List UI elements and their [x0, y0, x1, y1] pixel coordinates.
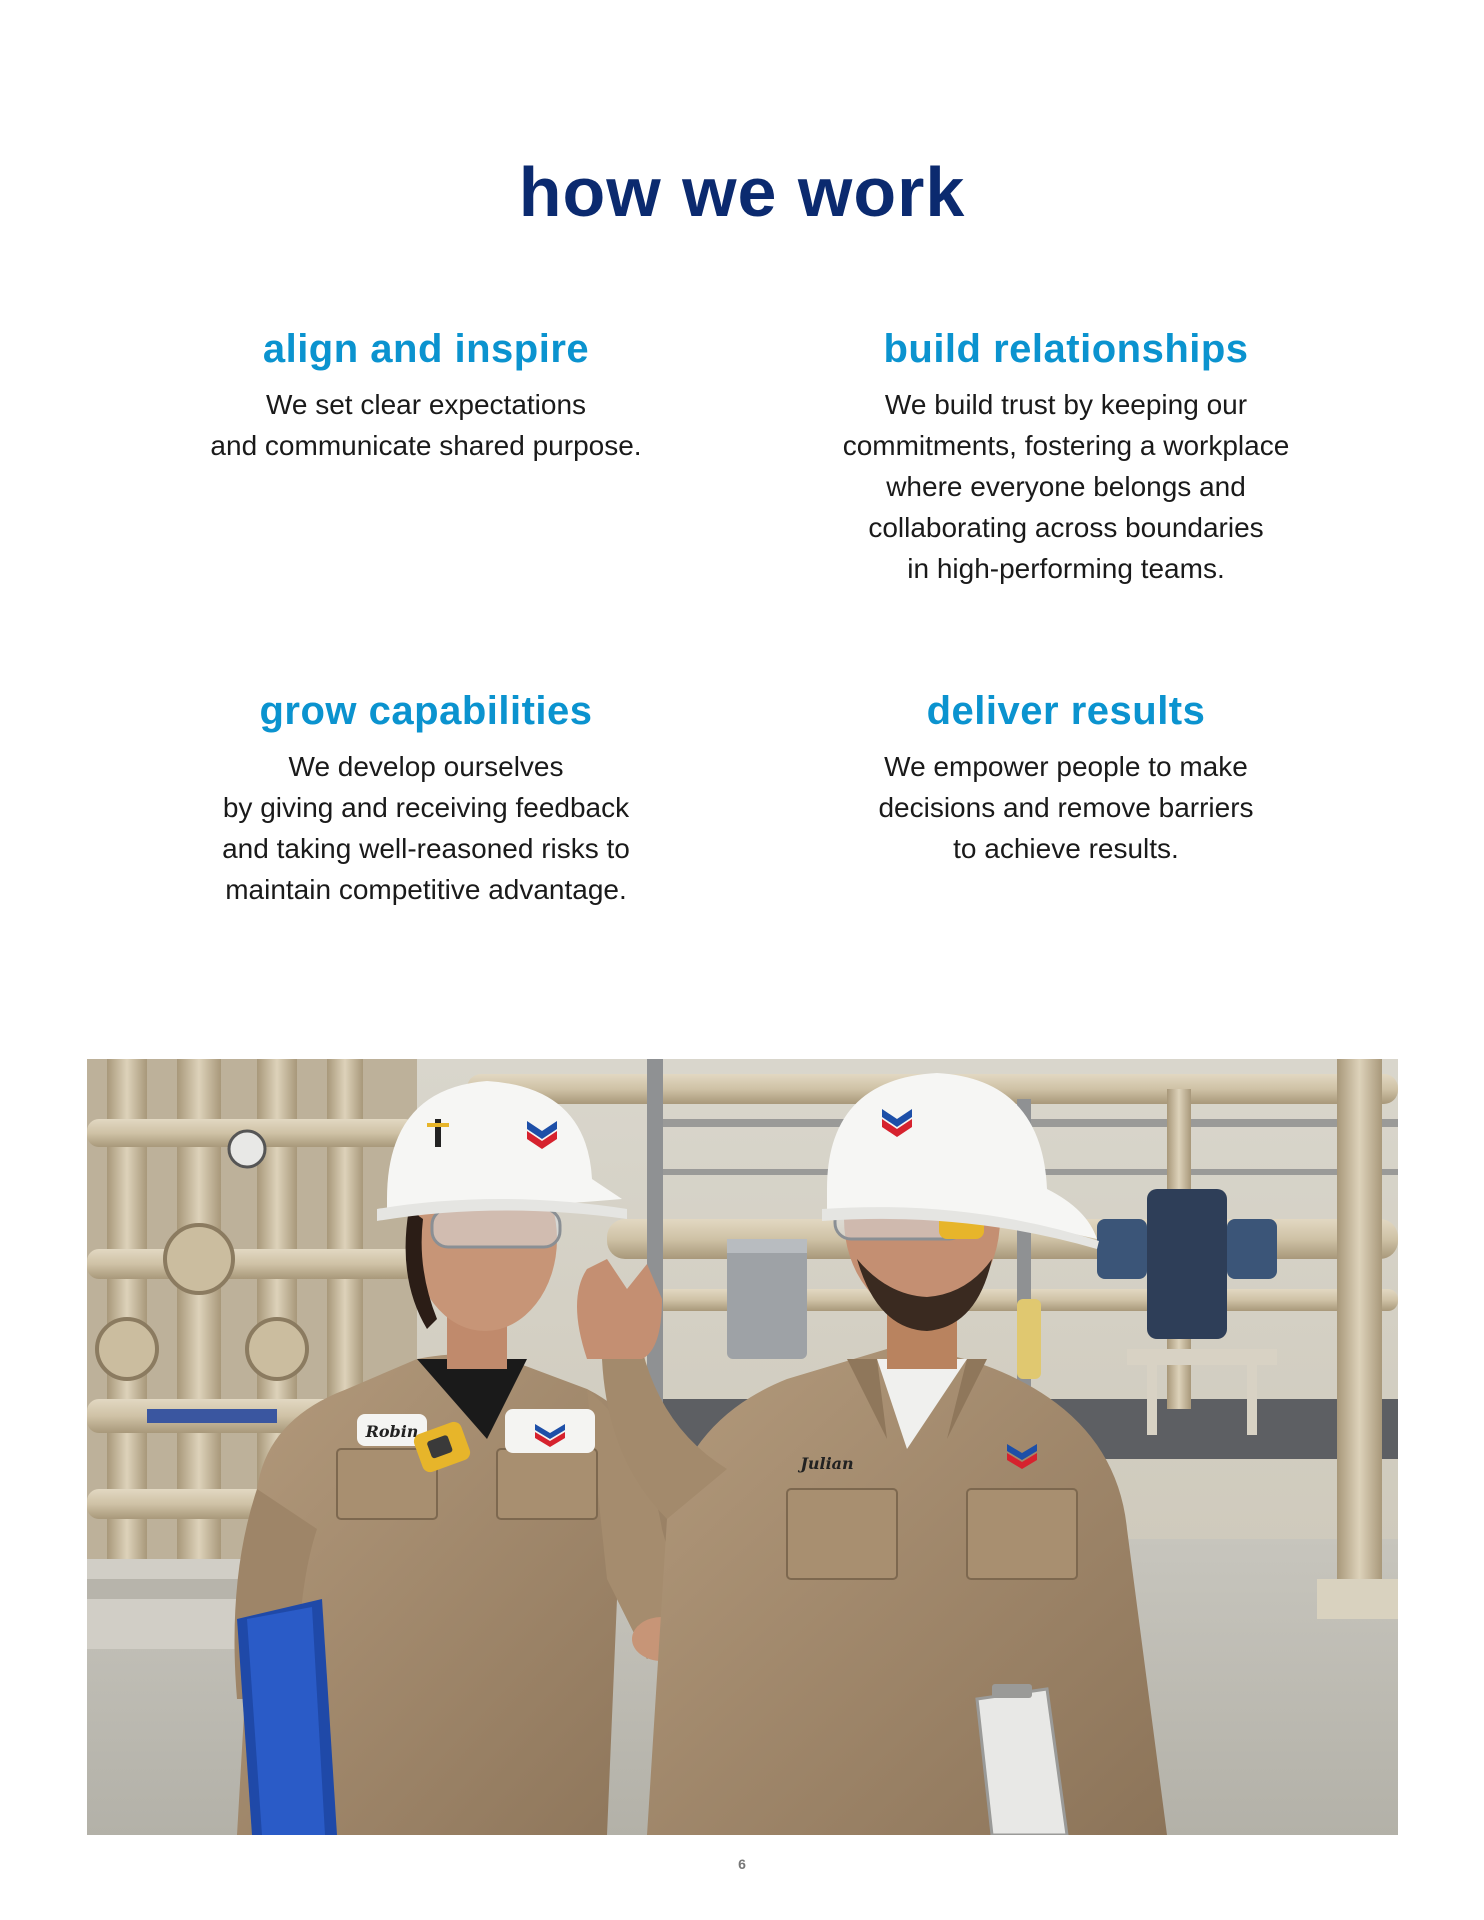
- left-name-badge: Robin: [365, 1422, 419, 1441]
- value-line: commitments, fostering a workplace: [842, 430, 1290, 461]
- value-line: decisions and remove barriers: [878, 792, 1254, 823]
- value-heading: align and inspire: [262, 327, 590, 371]
- page-title: how we work: [518, 153, 966, 231]
- value-heading: build relationships: [883, 327, 1249, 371]
- value-line: maintain competitive advantage.: [225, 874, 627, 905]
- value-deliver-results: [786, 686, 1346, 869]
- value-line: and communicate shared purpose.: [210, 430, 642, 461]
- workers-photo: [87, 1059, 1398, 1835]
- value-heading: grow capabilities: [259, 689, 593, 733]
- value-description: [786, 746, 1346, 869]
- page-number: 6: [738, 1856, 746, 1872]
- value-line: collaborating across boundaries: [868, 512, 1264, 543]
- value-line: We develop ourselves: [288, 751, 564, 782]
- right-name-badge: Julian: [800, 1454, 854, 1473]
- value-line: We build trust by keeping our: [884, 389, 1248, 420]
- value-line: in high-performing teams.: [907, 553, 1225, 584]
- value-line: We empower people to make: [884, 751, 1248, 782]
- value-heading: deliver results: [926, 689, 1206, 733]
- refinery-workers-illustration: [87, 1059, 1398, 1835]
- value-description: [146, 384, 706, 466]
- value-line: We set clear expectations: [265, 389, 587, 420]
- value-align-and-inspire: [146, 324, 706, 466]
- value-line: to achieve results.: [953, 833, 1179, 864]
- value-grow-capabilities: [146, 686, 706, 910]
- value-line: and taking well-reasoned risks to: [222, 833, 630, 864]
- value-description: [146, 746, 706, 910]
- value-line: where everyone belongs and: [886, 471, 1246, 502]
- value-description: [786, 384, 1346, 589]
- value-line: by giving and receiving feedback: [222, 792, 630, 823]
- value-build-relationships: [786, 324, 1346, 589]
